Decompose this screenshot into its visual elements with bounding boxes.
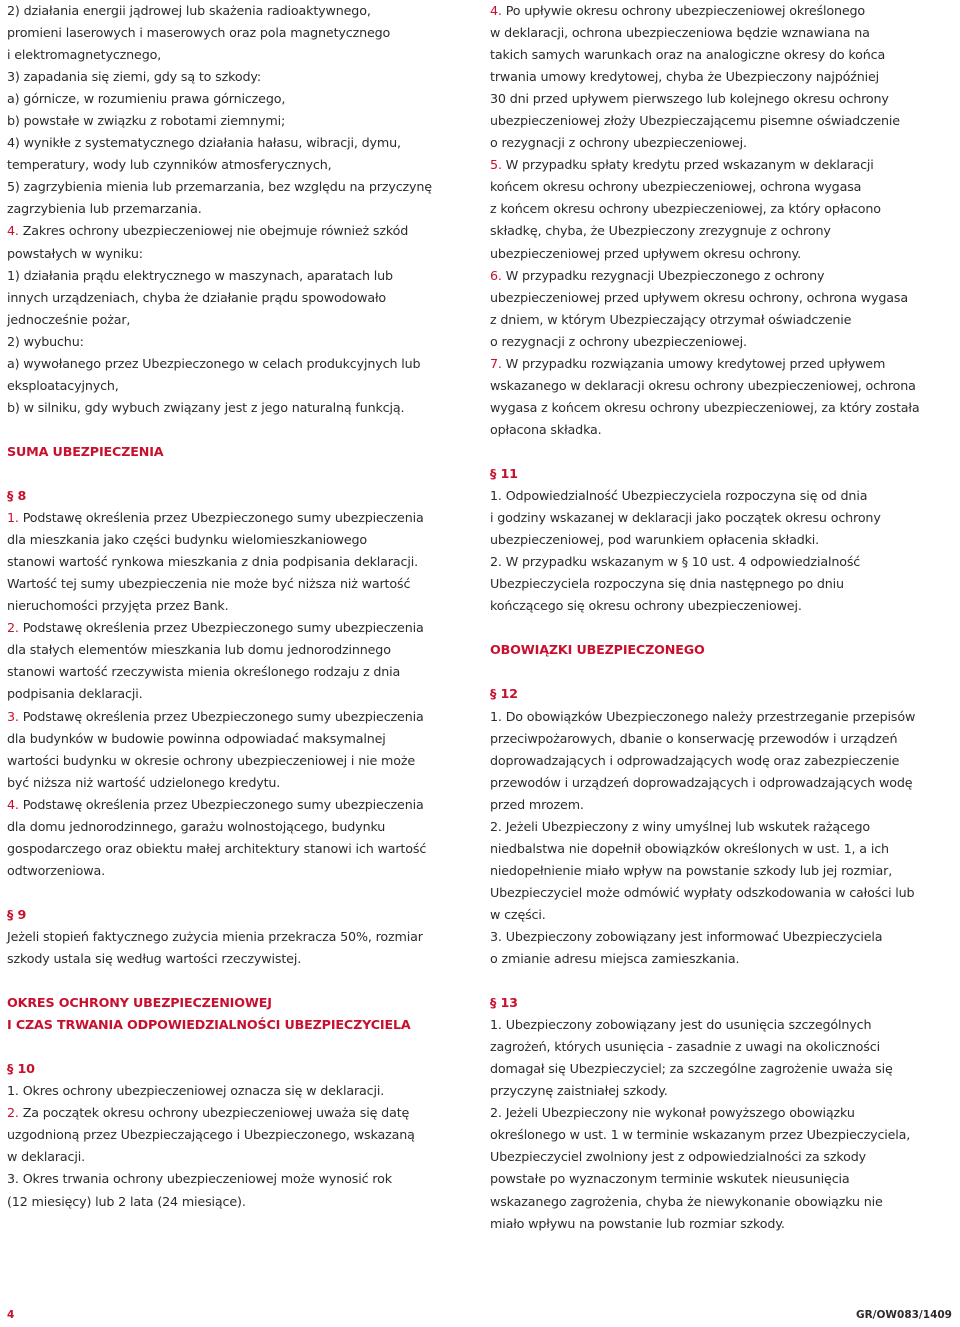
paragraph-number: § 12 (490, 686, 518, 702)
body-line: a) górnicze, w rozumieniu prawa górniczego, (7, 91, 286, 107)
body-line: 4) wynikłe z systematycznego działania hałasu, wibracji, dymu, (7, 135, 401, 151)
numbered-line (7, 706, 473, 728)
body-line: z dniem, w którym Ubezpieczający otrzymał oświadczenie (490, 311, 852, 327)
body-line: jednocześnie pożar, (7, 311, 131, 327)
body-line: wskazanego zagrożenia, chyba że niewykonanie obowiązku nie (490, 1193, 883, 1209)
body-line: b) powstałe w związku z robotami ziemnymi; (7, 113, 286, 129)
body-line: odtworzeniowa. (7, 862, 106, 878)
paragraph-number: § 13 (490, 995, 518, 1011)
body-line: opłacona składka. (490, 421, 602, 437)
body-line: z końcem okresu ochrony ubezpieczeniowej, za który opłacono (490, 201, 881, 217)
body-line: wskazanego w deklaracji okresu ochrony ubezpieczeniowej, ochrona (490, 377, 916, 393)
body-line: 2) wybuchu: (7, 333, 84, 349)
body-line: przewodów i urządzeń doprowadzających i odprowadzających wodę (490, 774, 913, 790)
body-line: Ubezpieczyciela rozpoczyna się dnia następnego po dniu (490, 576, 844, 592)
body-line: ubezpieczeniowej przed upływem okresu ochrony, ochrona wygasa (490, 289, 908, 305)
body-line: 3. Okres trwania ochrony ubezpieczeniowej może wynosić rok (7, 1171, 392, 1187)
body-line: dla mieszkania jako części budynku wielomieszkaniowego (7, 532, 368, 548)
body-line: b) w silniku, gdy wybuch związany jest z jego naturalną funkcją. (7, 399, 405, 415)
clause-number: 2. (7, 620, 19, 636)
body-line: powstałe po wyznaczonym terminie wskutek nieusunięcia (490, 1171, 850, 1187)
body-line: gospodarczego oraz obiektu małej architektury stanowi ich wartość (7, 840, 427, 856)
body-line: 5) zagrzybienia mienia lub przemarzania, bez względu na przyczynę (7, 179, 432, 195)
body-line: 2. Jeżeli Ubezpieczony nie wykonał powyższego obowiązku (490, 1105, 855, 1121)
right-column (490, 0, 956, 1235)
section-heading: OKRES OCHRONY UBEZPIECZENIOWEJ (7, 995, 272, 1011)
clause-number: 7. (490, 355, 502, 371)
body-line: niedbalstwa nie dopełnił obowiązków określonych w ust. 1, a ich (490, 840, 889, 856)
clause-number: 3. (7, 708, 19, 724)
clause-text: W przypadku rezygnacji Ubezpieczonego z ochrony (501, 267, 825, 283)
body-line: miało wpływu na powstanie lub rozmiar szkody. (490, 1215, 785, 1231)
section-heading: SUMA UBEZPIECZENIA (7, 443, 164, 459)
body-line: eksploatacyjnych, (7, 377, 119, 393)
body-line: dla budynków w budowie powinna odpowiadać maksymalnej (7, 730, 386, 746)
section-heading: I CZAS TRWANIA ODPOWIEDZIALNOŚCI UBEZPIECZYCIELA (7, 1017, 411, 1033)
body-line: 1. Okres ochrony ubezpieczeniowej oznacza się w deklaracji. (7, 1083, 385, 1099)
numbered-line (7, 794, 473, 816)
body-line: 1) działania prądu elektrycznego w maszynach, aparatach lub (7, 267, 393, 283)
numbered-line (490, 353, 956, 375)
clause-text: Podstawę określenia przez Ubezpieczonego sumy ubezpieczenia (18, 708, 424, 724)
spacer (7, 1036, 473, 1058)
body-line: a) wywołanego przez Ubezpieczonego w celach produkcyjnych lub (7, 355, 421, 371)
body-line: Ubezpieczyciel zwolniony jest z odpowiedzialności za szkody (490, 1149, 867, 1165)
clause-text: Po upływie okresu ochrony ubezpieczeniowej określonego (501, 3, 866, 18)
body-line: Wartość tej sumy ubezpieczenia nie może być niższa niż wartość (7, 576, 411, 592)
body-line: dla stałych elementów mieszkania lub domu jednorodzinnego (7, 642, 391, 658)
clause-number: 1. (7, 510, 19, 526)
body-line: w części. (490, 906, 546, 922)
numbered-line (7, 1102, 473, 1124)
document-code: GR/OW083/1409 (855, 1309, 952, 1321)
left-column (7, 0, 473, 1213)
body-line: temperatury, wody lub czynników atmosferycznych, (7, 157, 332, 173)
section-heading: OBOWIĄZKI UBEZPIECZONEGO (490, 642, 705, 658)
body-line: przed mrozem. (490, 796, 584, 812)
spacer (490, 441, 956, 463)
body-line: zagrzybienia lub przemarzania. (7, 201, 202, 217)
body-line: przyczynę zaistniałej szkody. (490, 1083, 668, 1099)
body-line: powstałych w wyniku: (7, 245, 143, 261)
body-line: w deklaracji, ochrona ubezpieczeniowa będzie wznawiana na (490, 25, 870, 41)
clause-number: 2. (7, 1105, 19, 1121)
clause-number: 4. (490, 3, 502, 18)
spacer (490, 661, 956, 683)
clause-text: Za początek okresu ochrony ubezpieczeniowej uważa się datę (18, 1105, 410, 1121)
body-line: nieruchomości przyjęta przez Bank. (7, 598, 229, 614)
body-line: i godziny wskazanej w deklaracji jako początek okresu ochrony (490, 510, 881, 526)
body-line: przeciwpożarowych, dbanie o konserwację przewodów i urządzeń (490, 730, 898, 746)
numbered-line (490, 265, 956, 287)
body-line: 2. Jeżeli Ubezpieczony z winy umyślnej lub wskutek rażącego (490, 818, 871, 834)
body-line: być niższa niż wartość udzielonego kredytu. (7, 774, 281, 790)
paragraph-number: § 10 (7, 1061, 35, 1077)
body-line: promieni laserowych i maserowych oraz pola magnetycznego (7, 25, 391, 41)
body-line: podpisania deklaracji. (7, 686, 143, 702)
body-line: stanowi wartość rynkowa mieszkania z dnia podpisania deklaracji. (7, 554, 418, 570)
clause-text: W przypadku spłaty kredytu przed wskazanym w deklaracji (501, 157, 874, 173)
body-line: ubezpieczeniowej złoży Ubezpieczającemu pisemne oświadczenie (490, 113, 900, 129)
body-line: domagał się Ubezpieczyciel; za szczególne zagrożenie uważa się (490, 1061, 893, 1077)
spacer (7, 419, 473, 441)
body-line: o rezygnacji z ochrony ubezpieczeniowej. (490, 135, 747, 151)
body-line: Jeżeli stopień faktycznego zużycia mienia przekracza 50%, rozmiar (7, 928, 423, 944)
spacer (490, 970, 956, 992)
clause-text: Podstawę określenia przez Ubezpieczonego sumy ubezpieczenia (18, 796, 424, 812)
body-line: szkody ustala się według wartości rzeczywistej. (7, 951, 302, 967)
spacer (490, 617, 956, 639)
body-line: określonego w ust. 1 w terminie wskazanym przez Ubezpieczyciela, (490, 1127, 911, 1143)
clause-number: 4. (7, 796, 19, 812)
body-line: wartości budynku w okresie ochrony ubezpieczeniowej i nie może (7, 752, 415, 768)
clause-text: Podstawę określenia przez Ubezpieczonego sumy ubezpieczenia (18, 620, 424, 636)
paragraph-number: § 8 (7, 488, 27, 504)
numbered-line (7, 617, 473, 639)
body-line: Ubezpieczyciel może odmówić wypłaty odszkodowania w całości lub (490, 884, 915, 900)
paragraph-number: § 11 (490, 465, 518, 481)
body-line: i elektromagnetycznego, (7, 47, 162, 63)
body-line: w deklaracji. (7, 1149, 86, 1165)
clause-number: 4. (7, 223, 19, 239)
body-line: (12 miesięcy) lub 2 lata (24 miesiące). (7, 1193, 246, 1209)
body-line: trwania umowy kredytowej, chyba że Ubezpieczony najpóźniej (490, 69, 880, 85)
body-line: niedopełnienie miało wpływ na powstanie szkody lub jej rozmiar, (490, 862, 893, 878)
body-line: ubezpieczeniowej, pod warunkiem opłacenia składki. (490, 532, 820, 548)
body-line: stanowi wartość rzeczywista mienia określonego rodzaju z dnia (7, 664, 401, 680)
numbered-line (7, 507, 473, 529)
body-line: 1. Odpowiedzialność Ubezpieczyciela rozpoczyna się od dnia (490, 488, 868, 504)
body-line: 1. Do obowiązków Ubezpieczonego należy przestrzeganie przepisów (490, 708, 916, 724)
body-line: 3) zapadania się ziemi, gdy są to szkody: (7, 69, 261, 85)
clause-number: 6. (490, 267, 502, 283)
body-line: takich samych warunkach oraz na analogiczne okresy do końca (490, 47, 886, 63)
page-number: 4 (7, 1309, 15, 1321)
body-line: uzgodnioną przez Ubezpieczającego i Ubezpieczonego, wskazaną (7, 1127, 415, 1143)
body-line: 3. Ubezpieczony zobowiązany jest informować Ubezpieczyciela (490, 928, 883, 944)
body-line: innych urządzeniach, chyba że działanie prądu spowodowało (7, 289, 387, 305)
body-line: o rezygnacji z ochrony ubezpieczeniowej. (490, 333, 747, 349)
body-line: wygasa z końcem okresu ochrony ubezpieczeniowej, za który została (490, 399, 920, 415)
numbered-line (490, 154, 956, 176)
body-line: 2) działania energii jądrowej lub skażenia radioaktywnego, (7, 3, 371, 18)
numbered-line (7, 220, 473, 242)
body-line: 1. Ubezpieczony zobowiązany jest do usunięcia szczególnych (490, 1017, 872, 1033)
clause-number: 5. (490, 157, 502, 173)
body-line: zagrożeń, których usunięcia - zasadnie z uwagi na okoliczności (490, 1039, 880, 1055)
body-line: 2. W przypadku wskazanym w § 10 ust. 4 odpowiedzialność (490, 554, 861, 570)
spacer (7, 970, 473, 992)
body-line: doprowadzających i odprowadzających wodę oraz zabezpieczenie (490, 752, 900, 768)
numbered-line (490, 0, 956, 22)
body-line: ubezpieczeniowej przed upływem okresu ochrony. (490, 245, 801, 261)
clause-text: W przypadku rozwiązania umowy kredytowej przed upływem (501, 355, 886, 371)
clause-text: Zakres ochrony ubezpieczeniowej nie obejmuje również szkód (18, 223, 409, 239)
body-line: o zmianie adresu miejsca zamieszkania. (490, 951, 740, 967)
spacer (7, 882, 473, 904)
paragraph-number: § 9 (7, 906, 27, 922)
body-line: końcem okresu ochrony ubezpieczeniowej, ochrona wygasa (490, 179, 862, 195)
clause-text: Podstawę określenia przez Ubezpieczonego sumy ubezpieczenia (18, 510, 424, 526)
body-line: kończącego się okresu ochrony ubezpieczeniowej. (490, 598, 802, 614)
spacer (7, 463, 473, 485)
body-line: 30 dni przed upływem pierwszego lub kolejnego okresu ochrony (490, 91, 889, 107)
body-line: dla domu jednorodzinnego, garażu wolnostojącego, budynku (7, 818, 386, 834)
body-line: składkę, chyba, że Ubezpieczony zrezygnuje z ochrony (490, 223, 831, 239)
